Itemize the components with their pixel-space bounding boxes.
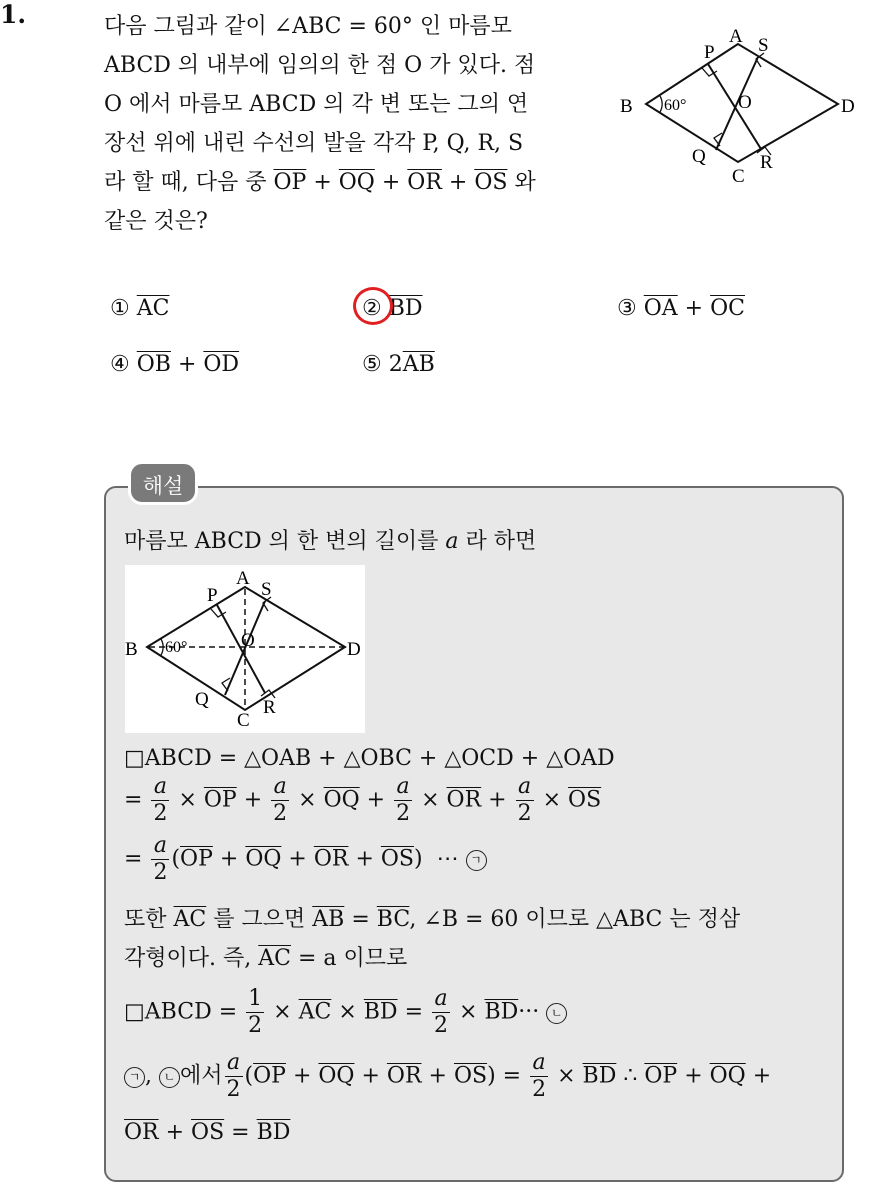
label-c: C — [732, 166, 745, 187]
label-a: A — [729, 26, 743, 47]
exp-line-2: □ABCD = △OAB + △OBC + △OCD + △OAD — [124, 746, 615, 771]
label-s: S — [758, 35, 769, 56]
svg-text:Q: Q — [195, 689, 209, 710]
svg-text:O: O — [241, 630, 255, 651]
choice-5[interactable]: ⑤ $2\overline{AB}$ — [362, 352, 435, 377]
choice-3[interactable]: ③ $\overline{OA} + \overline{OC}$ — [617, 296, 745, 321]
svg-text:60°: 60° — [165, 639, 188, 656]
svg-text:R: R — [263, 697, 276, 718]
label-p: P — [704, 42, 715, 63]
question-line-4: 장선 위에 내린 수선의 발을 각각 P, Q, R, S — [104, 131, 524, 156]
answer-mark — [353, 287, 393, 325]
question-line-1: 다음 그림과 같이 ∠ABC = 60° 인 마름모 — [104, 14, 512, 39]
exp-line-9: $\overline{OR} + \overline{OS} = \overline{BD}$ — [124, 1120, 291, 1145]
exp-line-6: 각형이다. 즉, $\overline{AC} = a$ 이므로 — [124, 946, 408, 971]
svg-text:A: A — [236, 568, 250, 589]
question-line-2: ABCD 의 내부에 임의의 한 점 O 가 있다. 점 — [104, 53, 536, 78]
seg-os: $\overline{OS}$ — [474, 170, 508, 195]
question-line-5: 라 할 때, 다음 중 $\overline{OP} + \overline{OQ} + \overline{OR} + \overline{OS}$ 와 — [104, 170, 536, 195]
angle-label: 60° — [664, 97, 687, 114]
label-o: O — [738, 92, 752, 113]
label-d: D — [841, 96, 855, 117]
exp-line-3: = $\frac{a}{2}$ × $\overline{OP}$ + $\frac{a}{2}$ × $\overline{OQ}$ + $\frac{a}{2}$ × $\overline{OR}$ + $\frac{a}{2}$ × $\overline{OS}$ — [124, 774, 602, 826]
rhombus-figure — [618, 22, 868, 192]
marker-1: ㄱ — [466, 850, 487, 871]
exp-line-5: 또한 $\overline{AC}$ 를 그으면 $\overline{AB} = \overline{BC}$, ∠B = 60 이므로 △ABC 는 정삼 — [124, 907, 741, 932]
choice-4[interactable]: ④ $\overline{OB} + \overline{OD}$ — [110, 352, 240, 377]
svg-text:D: D — [347, 639, 361, 660]
svg-text:B: B — [125, 639, 138, 660]
question-number: 1. — [0, 0, 27, 29]
seg-or: $\overline{OR}$ — [407, 170, 442, 195]
rhombus-figure-diagonals — [125, 565, 365, 733]
svg-text:C: C — [237, 710, 250, 731]
svg-text:S: S — [261, 579, 272, 600]
exp-line-7: □ABCD = $\frac{1}{2}$ × $\overline{AC} \times \overline{BD}$ = $\frac{a}{2}$ × $\overline{BD}\cdot\cdot\cdot$ ㄴ — [124, 988, 567, 1037]
question-line-3: O 에서 마름모 ABCD 의 각 변 또는 그의 연 — [104, 92, 529, 117]
question-line-6: 같은 것은? — [104, 209, 208, 234]
choice-2[interactable]: ② $\overline{BD}$ — [362, 296, 423, 321]
label-b: B — [620, 96, 633, 117]
seg-oq: $\overline{OQ}$ — [338, 170, 375, 195]
seg-op: $\overline{OP}$ — [273, 170, 307, 195]
exp-line-8: ㄱ , ㄴ 에서 $\frac{a}{2}$ $(\overline{OP} + \overline{OQ} + \overline{OR} + \overline{OS})$ = $\frac{a}{2}$ × $\overline{BD}$ ∴ $\overline{OP} + \overline{OQ}$ + — [124, 1052, 771, 1101]
marker-2: ㄴ — [546, 1003, 567, 1024]
label-q: Q — [692, 146, 706, 167]
exp-line-1: 마름모 ABCD 의 한 변의 길이를 a 라 하면 — [124, 529, 537, 554]
explanation-tab: 해설 — [128, 461, 198, 505]
choice-1[interactable]: ① $\overline{AC}$ — [110, 296, 170, 321]
svg-text:P: P — [207, 585, 218, 606]
exp-line-4: = $\frac{a}{2}$ $(\overline{OP} + \overline{OQ} + \overline{OR} + \overline{OS})$ ⋯ ㄱ — [124, 835, 487, 884]
label-r: R — [760, 152, 773, 173]
